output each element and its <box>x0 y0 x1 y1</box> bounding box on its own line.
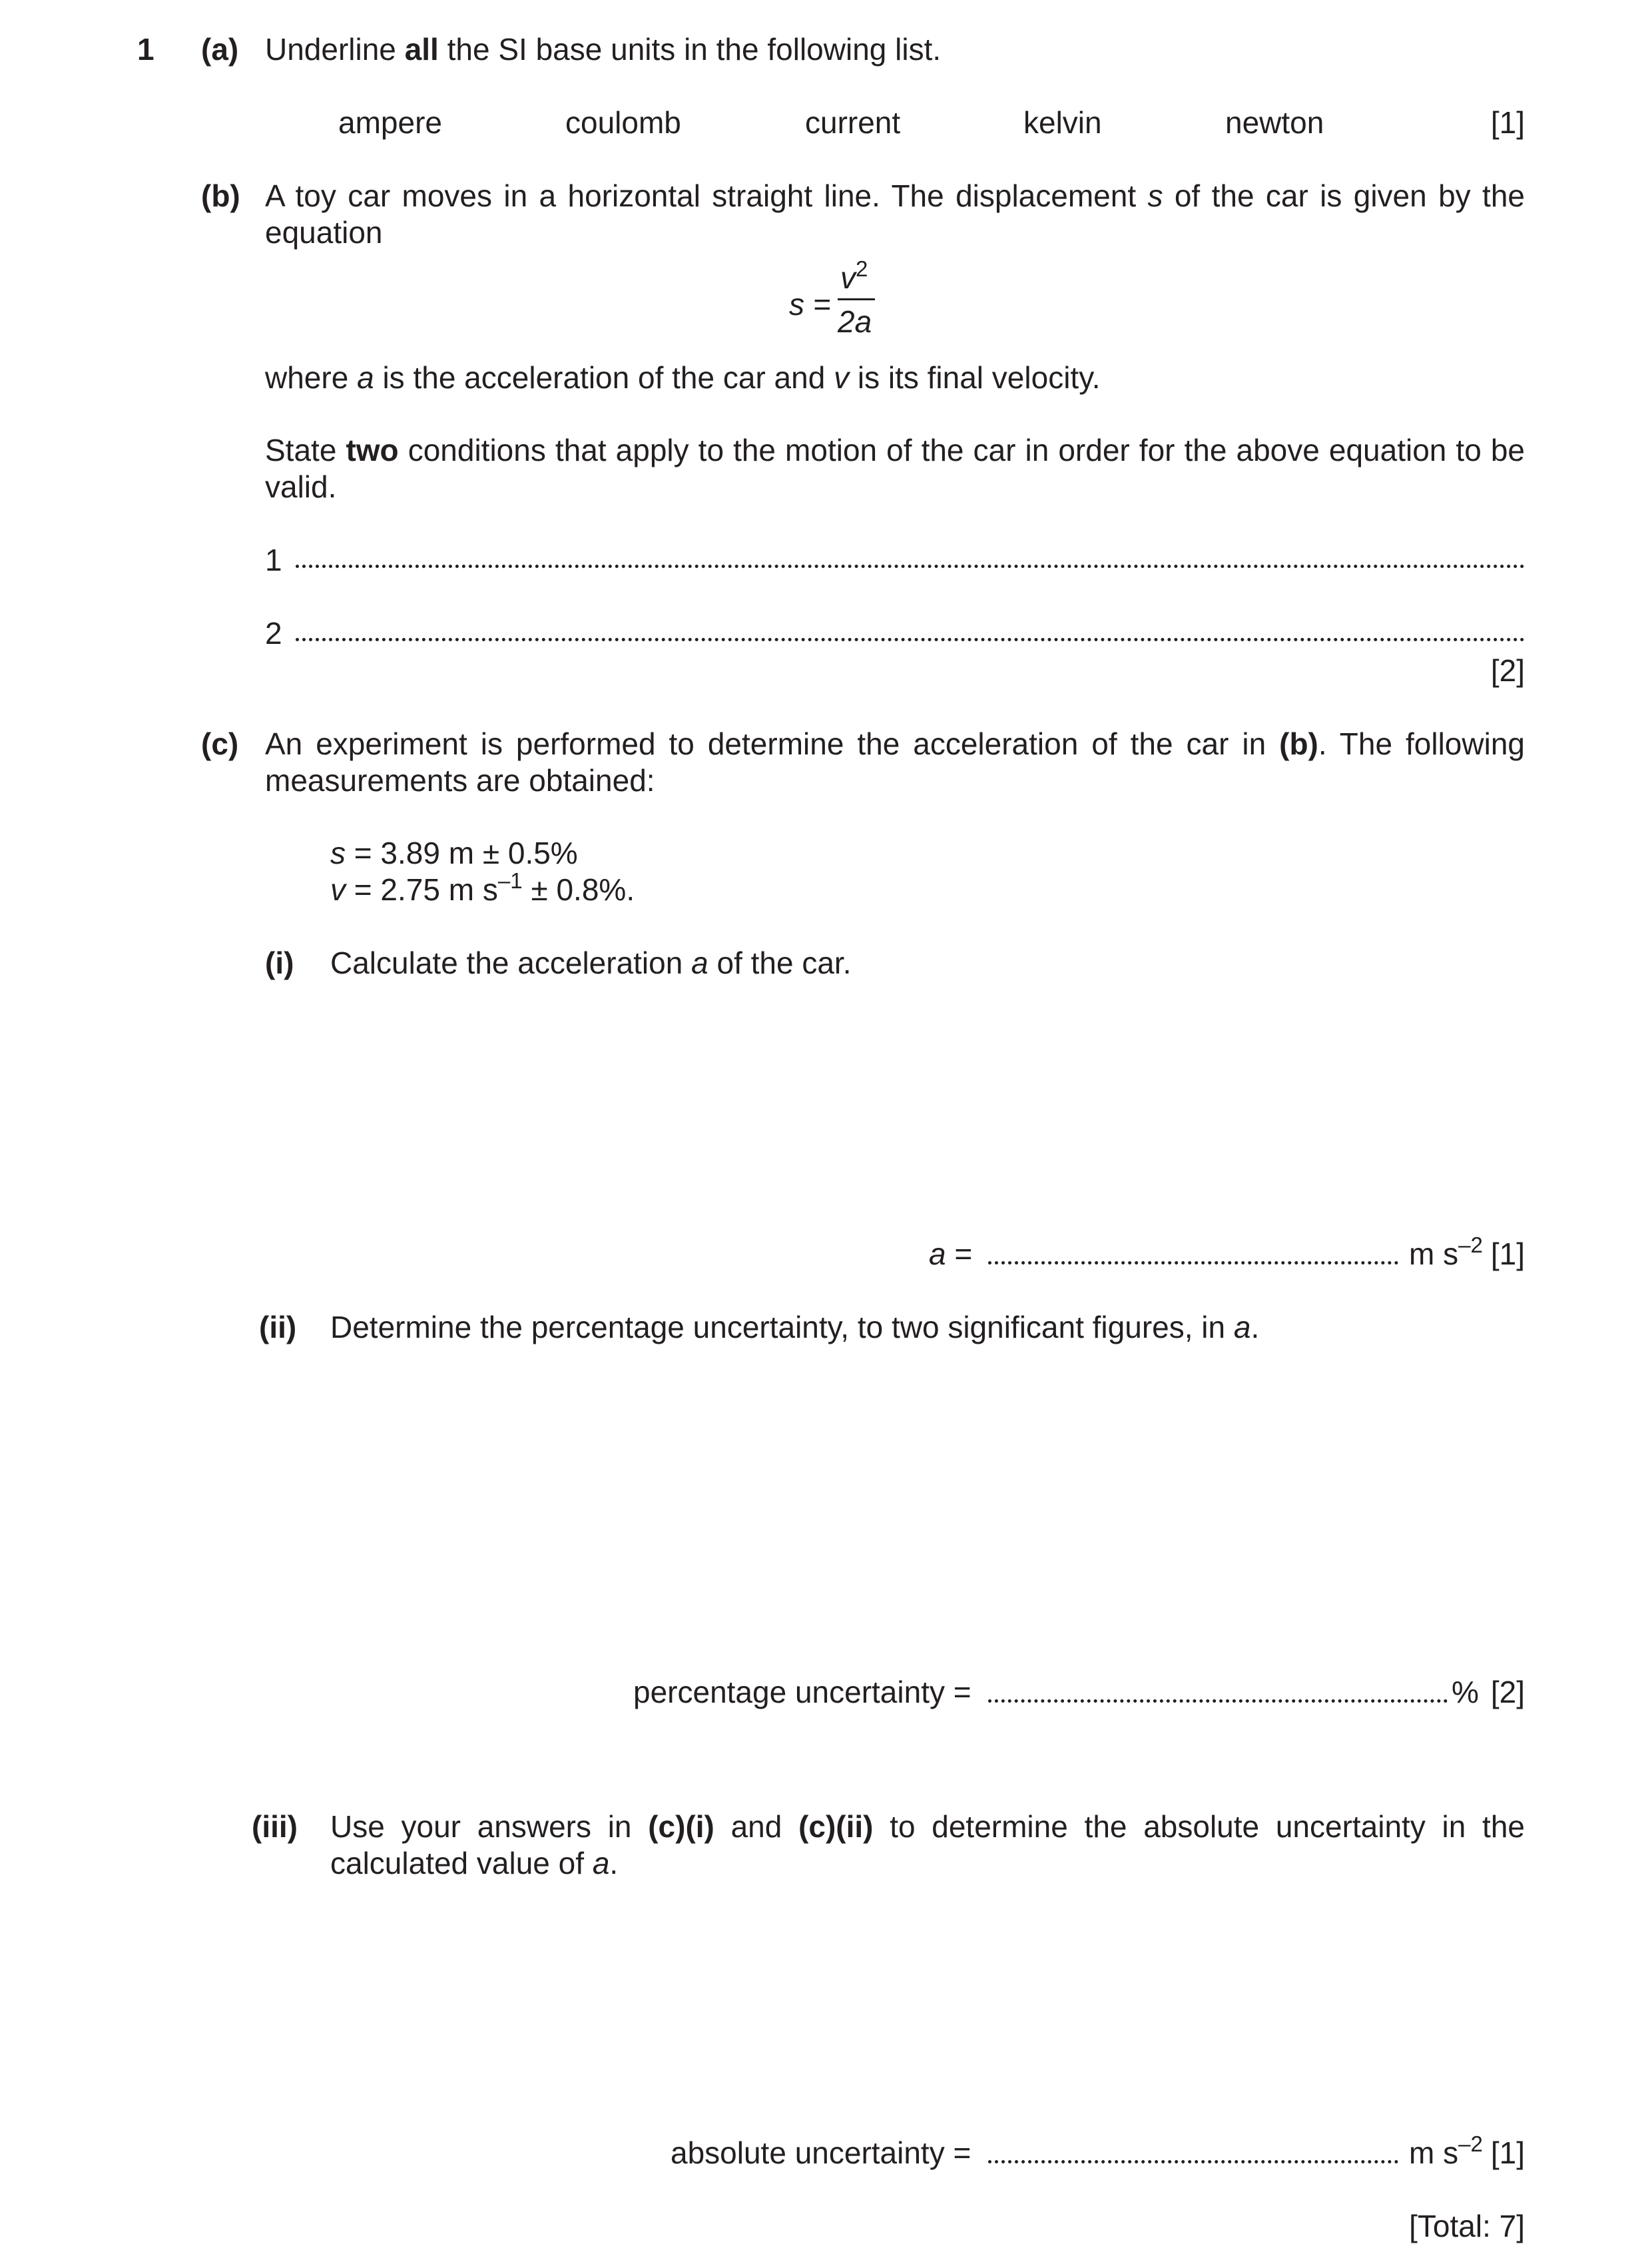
unit-option-newton[interactable]: newton <box>1225 105 1324 140</box>
part-c-intro: An experiment is performed to determine the acceleration of the car in (b). The following measurements are obtained: <box>265 726 1525 798</box>
part-c-i-label: (i) <box>265 946 294 980</box>
part-b-intro: A toy car moves in a horizontal straight line. The displacement s of the car is given by the equation <box>265 178 1525 250</box>
answer-line-2[interactable] <box>296 638 1525 641</box>
unit-option-kelvin[interactable]: kelvin <box>1023 105 1102 140</box>
answer-line-1-label: 1 <box>265 543 282 577</box>
unit-option-ampere[interactable]: ampere <box>338 105 442 140</box>
measurement-s: s = 3.89 m ± 0.5% <box>330 836 578 870</box>
part-c-iii-marks: [1] <box>1490 2135 1525 2170</box>
acceleration-answer-line[interactable] <box>988 1261 1398 1265</box>
part-a-label: (a) <box>201 32 239 67</box>
part-c-i-marks: [1] <box>1490 1237 1525 1271</box>
part-b-where-text: where a is the acceleration of the car and v is its final velocity. <box>265 360 1101 395</box>
part-b-marks: [2] <box>1490 653 1525 688</box>
percent-unit: % <box>1452 1675 1479 1709</box>
acceleration-answer-label: a = <box>929 1237 973 1271</box>
unit-option-current[interactable]: current <box>805 105 901 140</box>
absolute-uncertainty-unit: m $s^{-2}$ <box>1409 2131 1483 2170</box>
equation-numerator: $v^2$ <box>840 256 868 295</box>
part-c-ii-label: (ii) <box>259 1310 297 1344</box>
question-number: 1 <box>137 32 154 67</box>
equation-lhs: s = <box>789 287 831 322</box>
part-c-label: (c) <box>201 726 239 761</box>
equation-denominator: 2a <box>838 304 872 339</box>
part-c-ii-marks: [2] <box>1490 1675 1525 1709</box>
absolute-uncertainty-label: absolute uncertainty = <box>671 2135 971 2170</box>
percentage-uncertainty-label: percentage uncertainty = <box>633 1675 971 1709</box>
absolute-uncertainty-answer-line[interactable] <box>988 2160 1398 2163</box>
part-c-iii-instruction: Use your answers in (c)(i) and (c)(ii) to determine the absolute uncertainty in the calculated value of a. <box>330 1809 1525 1881</box>
equation-fraction-bar <box>838 298 875 300</box>
part-c-ii-instruction: Determine the percentage uncertainty, to two significant figures, in a. <box>330 1310 1260 1344</box>
answer-line-2-label: 2 <box>265 616 282 651</box>
part-c-i-instruction: Calculate the acceleration a of the car. <box>330 946 852 980</box>
acceleration-unit: m $s^{-2}$ <box>1409 1233 1483 1271</box>
percentage-uncertainty-answer-line[interactable] <box>988 1699 1448 1703</box>
answer-line-1[interactable] <box>296 565 1525 568</box>
part-c-iii-label: (iii) <box>252 1809 298 1844</box>
unit-option-coulomb[interactable]: coulomb <box>565 105 681 140</box>
part-a-marks: [1] <box>1490 105 1525 140</box>
part-b-state-instruction: State two conditions that apply to the motion of the car in order for the above equation to be valid. <box>265 433 1525 505</box>
measurement-v: v = 2.75 m $s^{-1} \pm 0.8\%$. <box>330 868 635 907</box>
part-a-instruction: Underline all the SI base units in the following list. <box>265 32 942 67</box>
total-marks: [Total: 7] <box>1409 2209 1525 2243</box>
part-b-label: (b) <box>201 178 240 213</box>
